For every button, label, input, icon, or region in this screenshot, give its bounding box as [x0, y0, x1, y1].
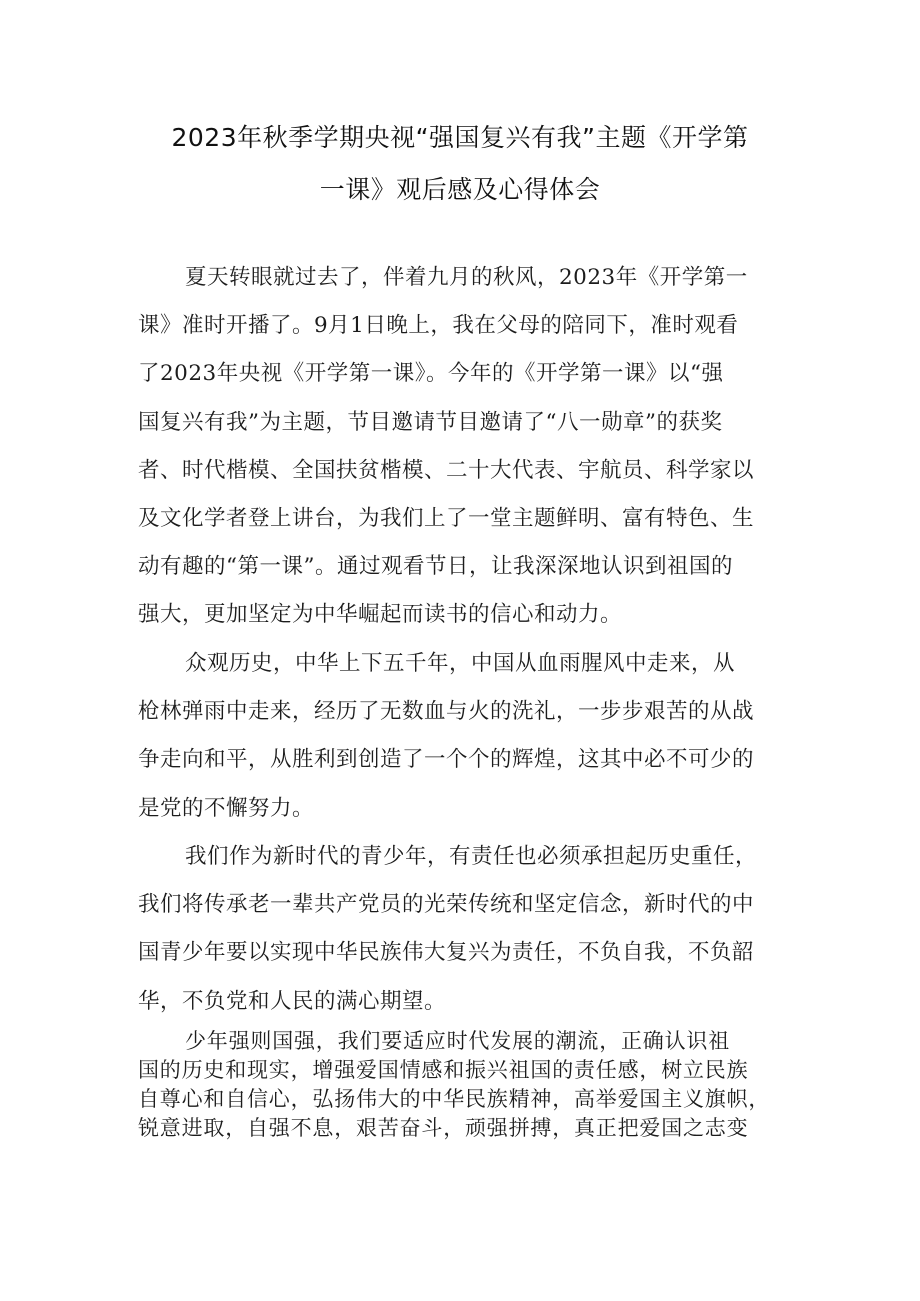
paragraph-line: 我们作为新时代的青少年，有责任也必须承担起历史重任，: [185, 844, 758, 869]
paragraph-line: 者、时代楷模、全国扶贫楷模、二十大代表、宇航员、科学家以: [138, 457, 755, 483]
paragraph-3: [138, 833, 788, 1026]
paragraph-line: 我们将传承老一辈共产党员的光荣传统和坚定信念，新时代的中: [138, 892, 755, 918]
paragraph-line: 少年强则国强，我们要适应时代发展的潮流，正确认识祖: [185, 1029, 730, 1053]
paragraph-line: 是党的不懈努力。: [138, 795, 315, 821]
paragraph-line: 锐意进取，自强不息，艰苦奋斗，顽强拼搏，真正把爱国之志变: [138, 1116, 749, 1140]
title-line: 一课》观后感及心得体会: [319, 175, 601, 204]
paragraph-line: 国青少年要以实现中华民族伟大复兴为责任，不负自我，不负韶: [138, 940, 755, 966]
paragraph-4: [138, 1027, 788, 1143]
paragraph-line: 夏天转眼就过去了，伴着九月的秋风，2023年《开学第一: [185, 265, 748, 290]
paragraph-line: 国的历史和现实，增强爱国情感和振兴祖国的责任感，树立民族: [138, 1058, 749, 1082]
paragraph-line: 国复兴有我”为主题，节目邀请节目邀请了“八一勋章”的获奖: [138, 409, 723, 435]
paragraph-line: 争走向和平，从胜利到创造了一个个的辉煌，这其中必不可少的: [138, 747, 755, 773]
paragraph-line: 课》准时开播了。9月1日晚上，我在父母的陪同下，准时观看: [138, 313, 739, 339]
paragraph-line: 及文化学者登上讲台，为我们上了一堂主题鲜明、富有特色、生: [138, 505, 755, 531]
paragraph-2: [138, 640, 788, 833]
paragraph-line: 枪林弹雨中走来，经历了无数血与火的洗礼，一步步艰苦的从战: [138, 699, 755, 725]
paragraph-line: 华，不负党和人民的满心期望。: [138, 988, 447, 1014]
paragraph-line: 自尊心和自信心，弘扬伟大的中华民族精神，高举爱国主义旗帜，: [138, 1087, 771, 1111]
paragraph-line: 了2023年央视《开学第一课》。今年的《开学第一课》以“强: [138, 361, 724, 387]
paragraph-line: 强大，更加坚定为中华崛起而读书的信心和动力。: [138, 602, 623, 628]
paragraph-line: 动有趣的“第一课”。通过观看节日，让我深深地认识到祖国的: [138, 554, 733, 580]
title-line: 2023年秋季学期央视“强国复兴有我”主题《开学第: [171, 123, 749, 152]
paragraph-1: [138, 254, 788, 640]
paragraph-line: 众观历史，中华上下五千年，中国从血雨腥风中走来，从: [185, 651, 736, 676]
document-title: [120, 112, 800, 216]
